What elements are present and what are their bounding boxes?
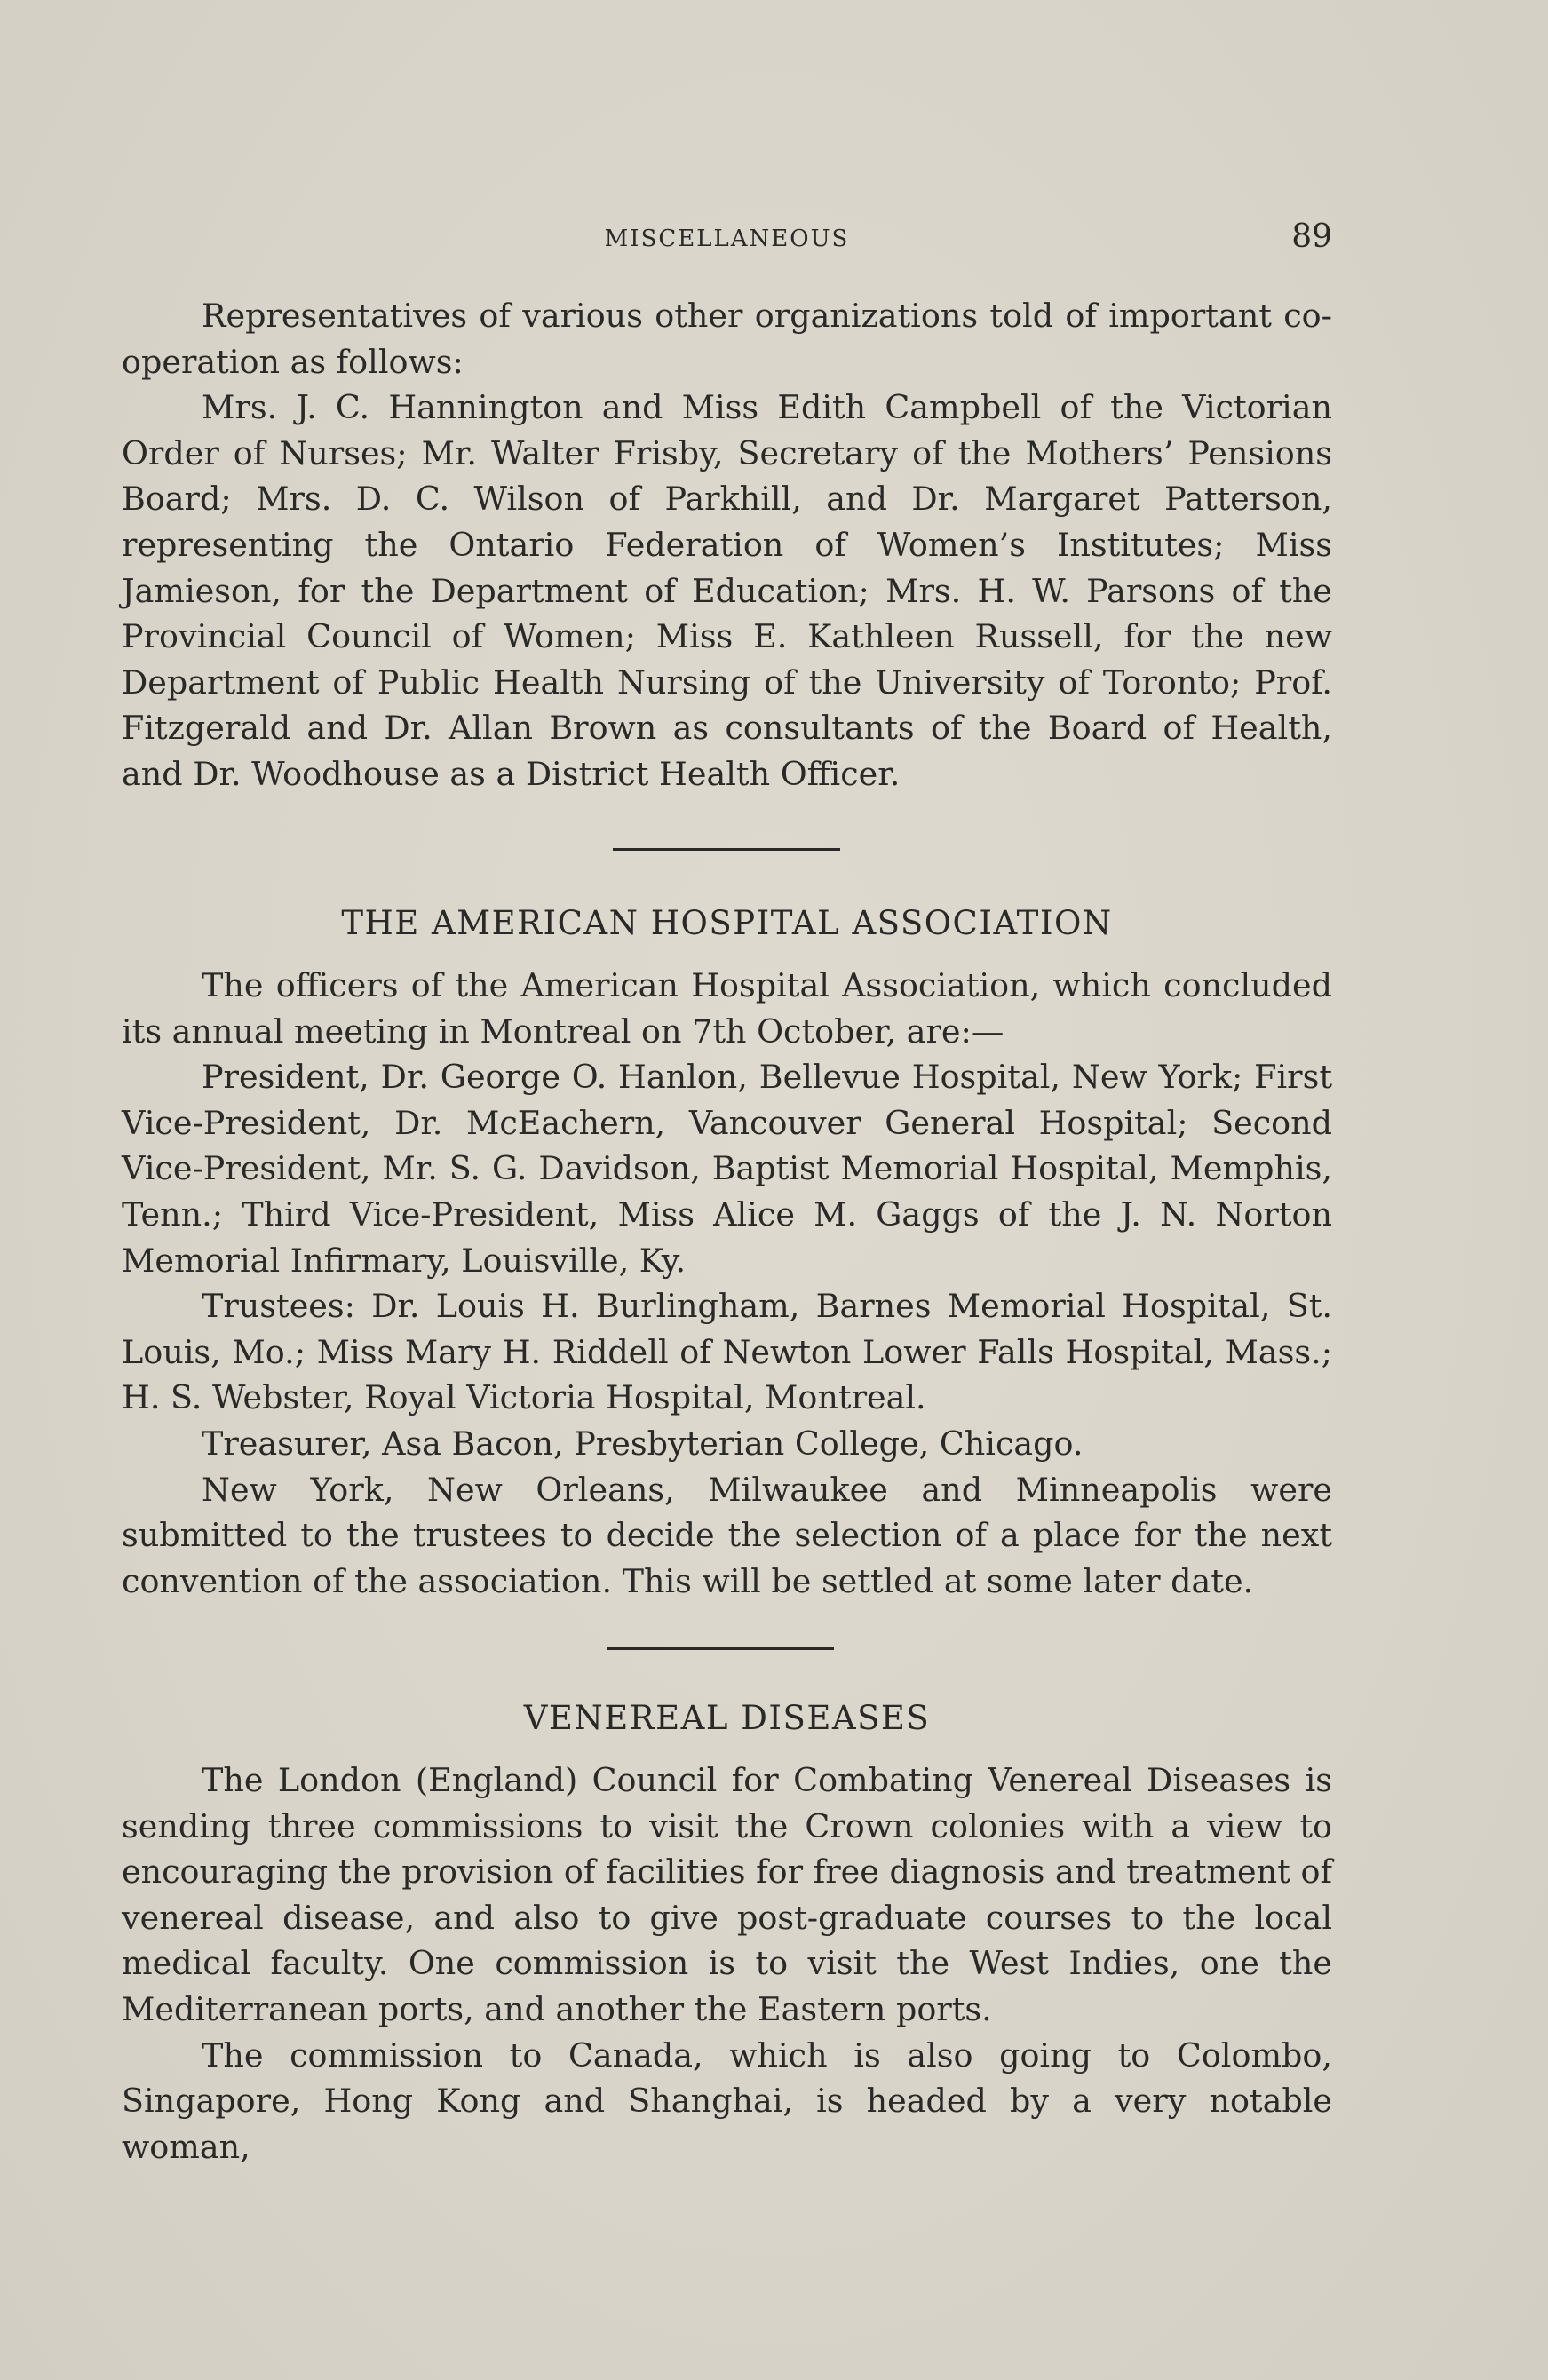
- section-heading: VENEREAL DISEASES: [523, 1699, 931, 1737]
- section-american-hospital-association: [122, 839, 1332, 1604]
- running-title: MISCELLANEOUS: [604, 226, 850, 252]
- paragraph: Mrs. J. C. Hannington and Miss Edith Campbell of the Victorian Order of Nurses; Mr. Walter Frisby, Secretary of the Mothers’ Pensions Board; Mrs. D. C. Wilson of Parkhill, and Dr. Margaret Patterson, representing the Ontario Federation of Women’s Institutes; Miss Jamieson, for the Department of Education; Mrs. H. W. Parsons of the Provincial Council of Women; Miss E. Kathleen Russell, for the new Department of Public Health Nursing of the University of Toronto; Prof. Fitzgerald and Dr. Allan Brown as consultants of the Board of Health, and Dr. Woodhouse as a District Health Officer.: [122, 388, 1332, 793]
- paragraph: New York, New Orleans, Milwaukee and Minneapolis were submitted to the trustees to decide the selection of a place for the next convention of the association. This will be settled at some later date.: [122, 1470, 1332, 1600]
- running-head: [122, 218, 1332, 258]
- paragraph: Treasurer, Asa Bacon, Presbyterian College, Chicago.: [202, 1424, 1084, 1463]
- paragraph: The commission to Canada, which is also going to Colombo, Singapore, Hong Kong and Shanghai, is headed by a very notable woman,: [122, 2035, 1332, 2166]
- paragraph: Representatives of various other organizations told of important co-operation as follows:: [122, 297, 1332, 381]
- page-number: 89: [1291, 218, 1332, 255]
- section-cooperation: [122, 293, 1332, 797]
- paragraph: President, Dr. George O. Hanlon, Bellevue Hospital, New York; First Vice-President, Dr. McEachern, Vancouver General Hospital; Second Vice-President, Mr. S. G. Davidson, Baptist Memorial Hospital, Memphis, Tenn.; Third Vice-President, Miss Alice M. Gaggs of the J. N. Norton Memorial Infirmary, Louisville, Ky.: [122, 1058, 1332, 1280]
- section-heading: THE AMERICAN HOSPITAL ASSOCIATION: [341, 904, 1113, 942]
- section-venereal-diseases: [122, 1638, 1332, 2170]
- paragraph: The London (England) Council for Combating Venereal Diseases is sending three commissions to visit the Crown colonies with a view to encouraging the provision of facilities for free diagnosis and treatment of venereal disease, and also to give post-graduate courses to the local medical faculty. One commission is to visit the West Indies, one the Mediterranean ports, and another the Eastern ports.: [122, 1761, 1332, 2028]
- paragraph: The officers of the American Hospital Association, which concluded its annual meeting in Montreal on 7th October, are:—: [122, 966, 1332, 1051]
- paragraph: Trustees: Dr. Louis H. Burlingham, Barnes Memorial Hospital, St. Louis, Mo.; Miss Mary H. Riddell of Newton Lower Falls Hospital, Mass.; H. S. Webster, Royal Victoria Hospital, Montreal.: [122, 1287, 1332, 1417]
